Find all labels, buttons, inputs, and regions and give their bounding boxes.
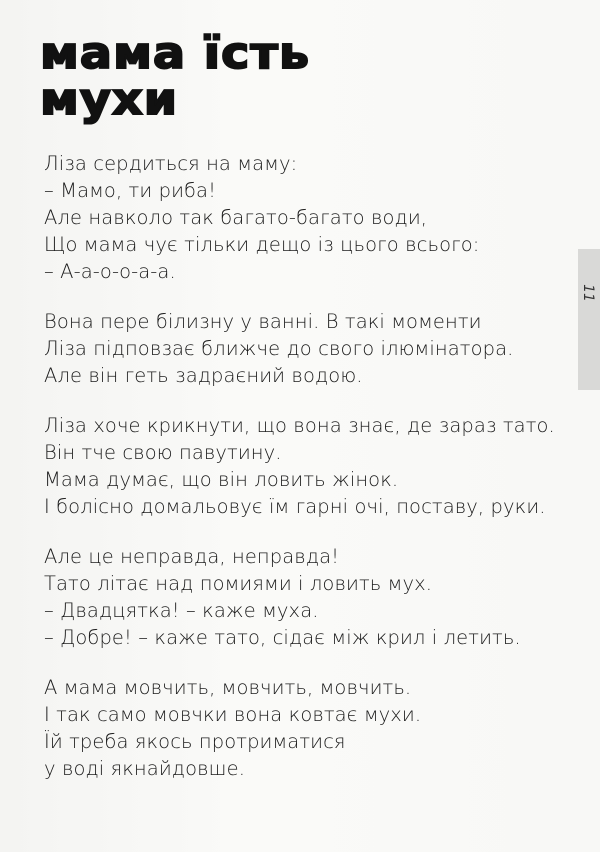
poem-line: Тато літає над помиями і ловить мух.: [44, 572, 433, 595]
poem-line: – А-а-о-о-а-а.: [44, 260, 176, 283]
stanza-4: [44, 543, 564, 651]
poem-title: [40, 28, 311, 125]
poem-line: Він тче свою павутину.: [44, 441, 282, 464]
poem-line: – Добре! – каже тато, сідає між крил і летить.: [44, 626, 521, 649]
stanza-3: [44, 412, 564, 520]
poem-line: – Двадцятка! – каже муха.: [44, 599, 319, 622]
page-edge-tab: [578, 249, 600, 390]
poem-line: А мама мовчить, мовчить, мовчить.: [44, 676, 412, 699]
stanza-1: [44, 150, 564, 285]
poem-line: Ліза підповзає ближче до свого ілюмінатора.: [44, 337, 514, 360]
poem-line: Що мама чує тільки дещо із цього всього:: [44, 233, 480, 256]
stanza-2: [44, 308, 564, 389]
poem-line: І так само мовчки вона ковтає мухи.: [44, 703, 422, 726]
poem-body: [44, 150, 564, 805]
poem-line: у воді якнайдовше.: [44, 757, 246, 780]
poem-line: Але він геть задраєний водою.: [44, 364, 363, 387]
poem-line: Ліза хоче крикнути, що вона знає, де зараз тато.: [44, 414, 555, 437]
poem-line: І болісно домальовує їм гарні очі, поставу, руки.: [44, 495, 546, 518]
poem-line: Вона пере білизну у ванні. В такі моменти: [44, 310, 482, 333]
title-line-1: мама їсть: [40, 28, 311, 79]
poem-line: Ліза сердиться на маму:: [44, 152, 298, 175]
poem-line: Мама думає, що він ловить жінок.: [44, 468, 399, 491]
poem-line: – Мамо, ти риба!: [44, 179, 217, 202]
poem-line: Але це неправда, неправда!: [44, 545, 340, 568]
poem-line: Але навколо так багато-багато води,: [44, 206, 428, 229]
page-number: 11: [580, 284, 597, 302]
stanza-5: [44, 674, 564, 782]
poem-line: Їй треба якось протриматися: [44, 730, 346, 753]
title-line-2: мухи: [40, 74, 179, 125]
